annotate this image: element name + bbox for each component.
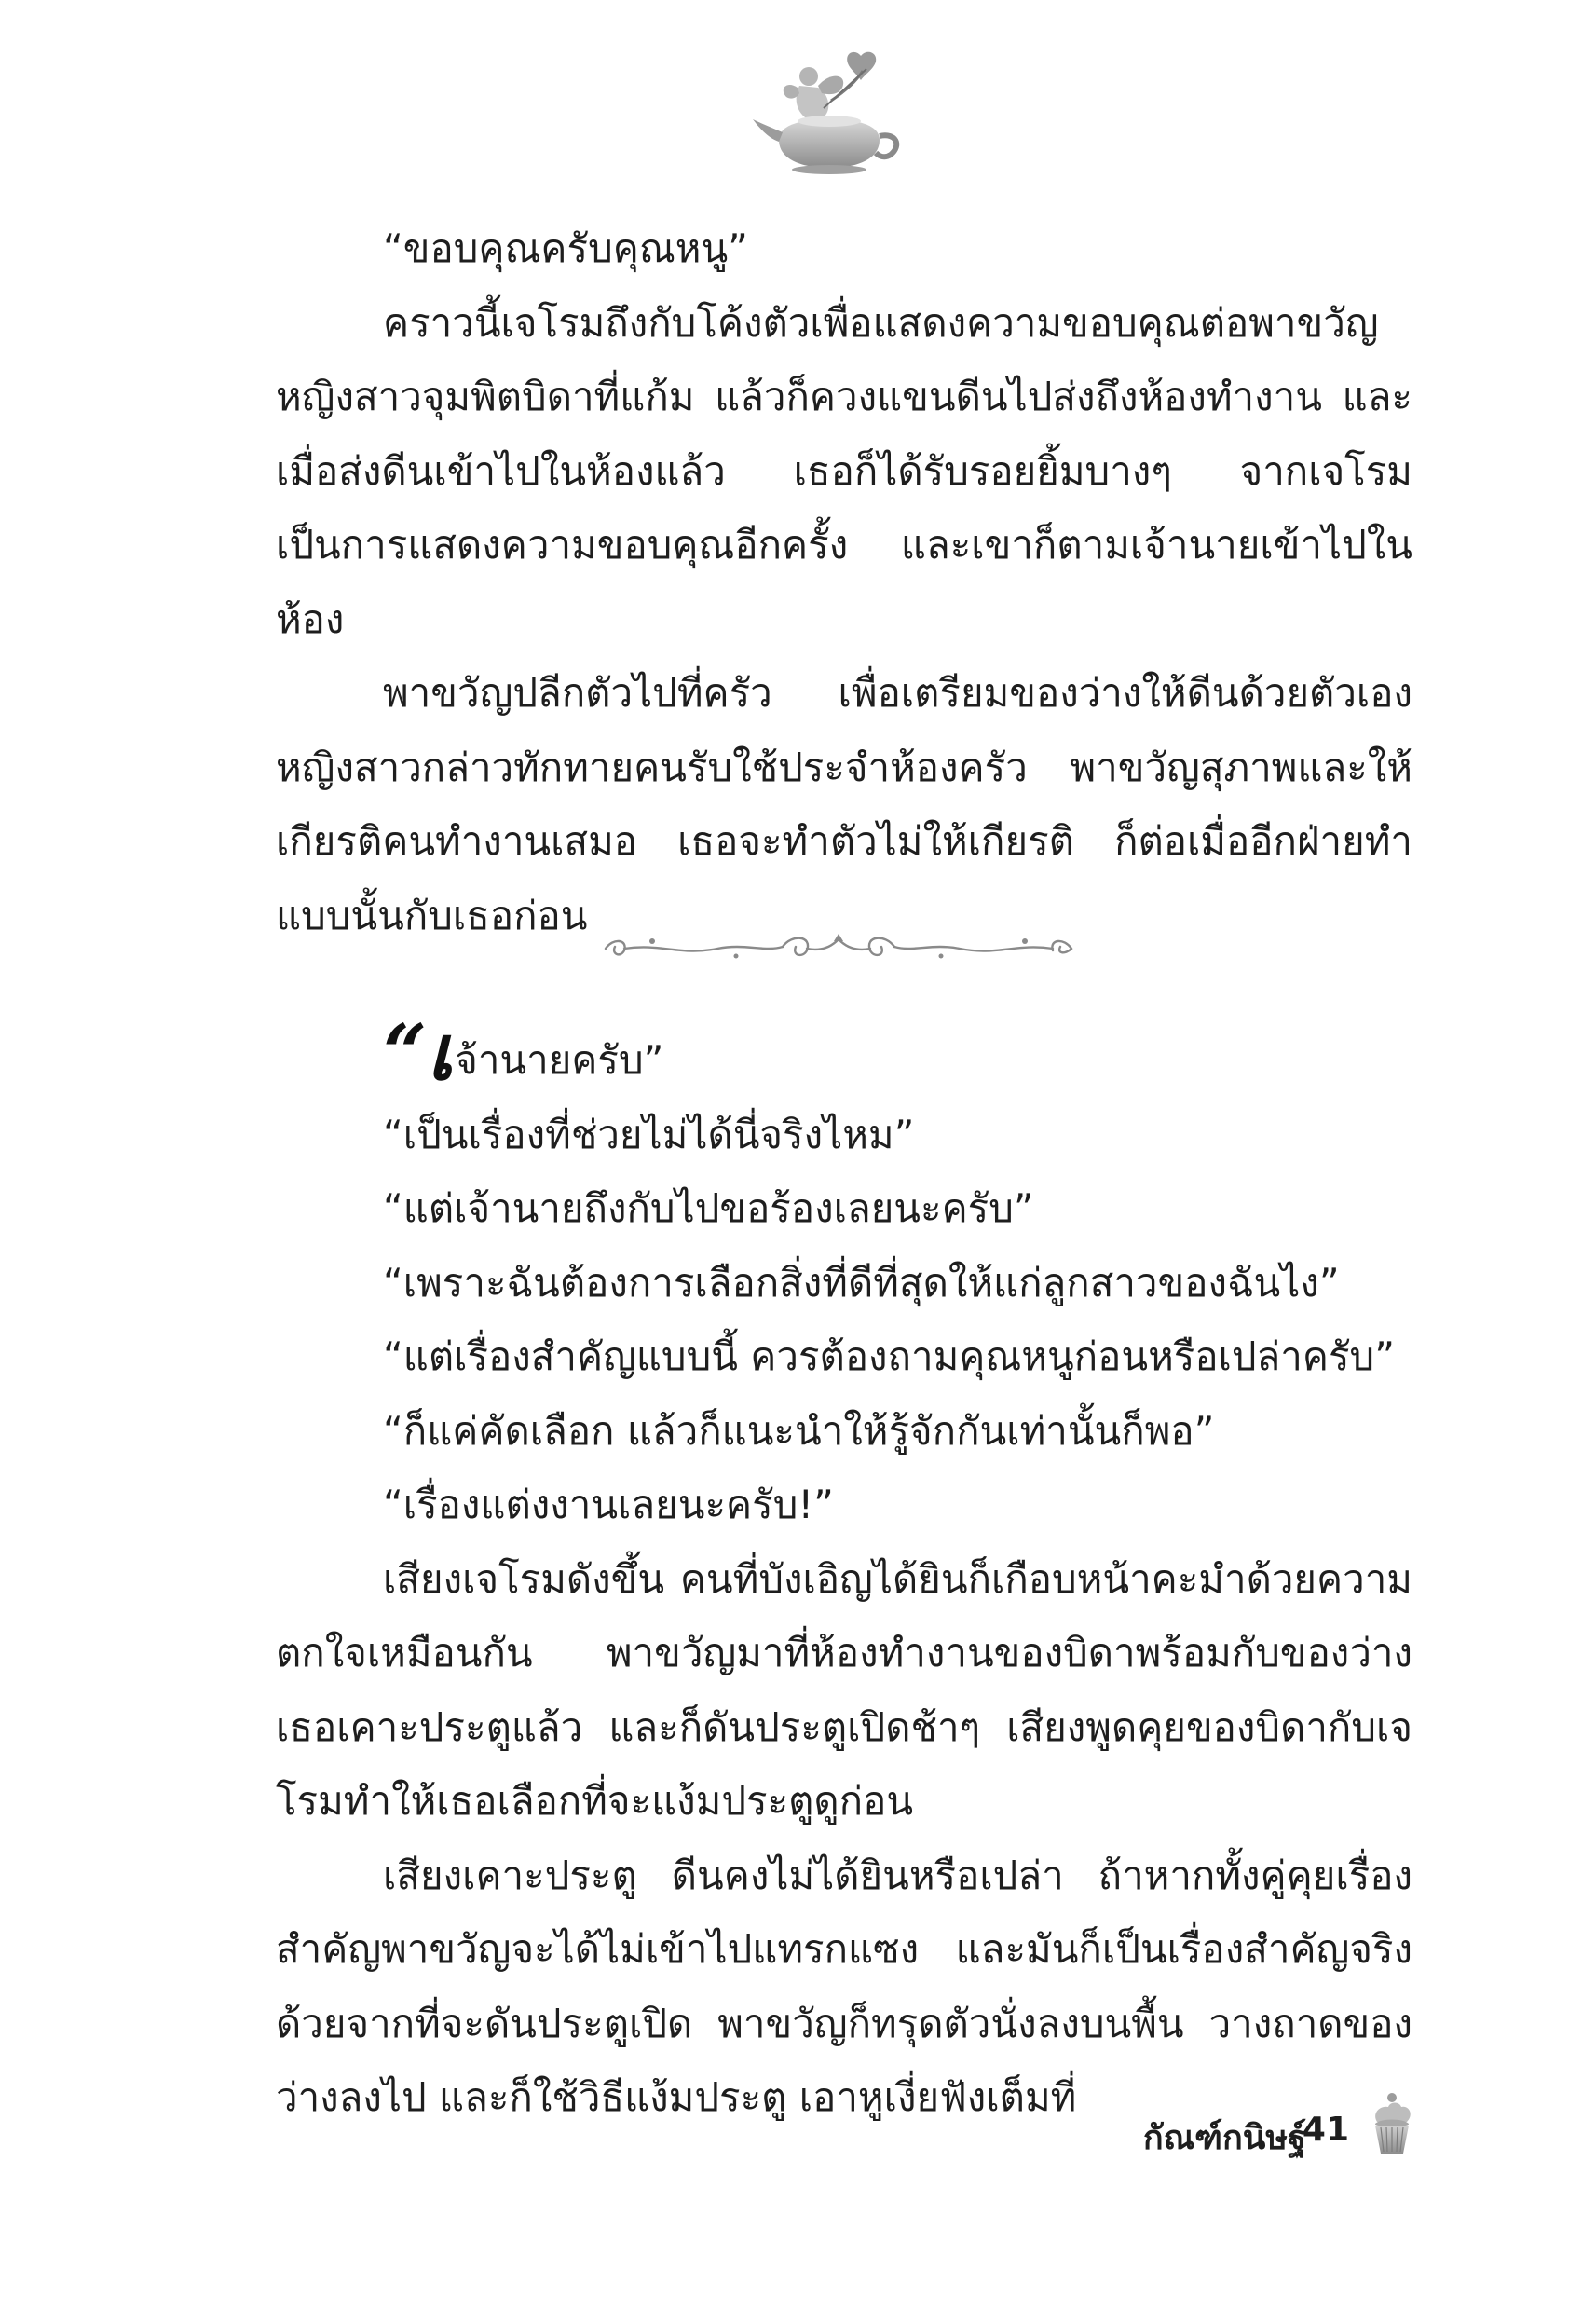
drop-cap: “เ <box>383 1008 454 1098</box>
paragraph: พาขวัญปลีกตัวไปที่ครัว เพื่อเตรียมของว่างให้ดีนด้วยตัวเอง หญิงสาวกล่าวทักทายคนรับใช้ประจำห้องครัว พาขวัญสุภาพและให้เกียรติคนทำงานเสมอ เธอจะทำตัวไม่ให้เกียรติ ก็ต่อเมื่ออีกฝ่ายทำแบบนั้นกับเธอก่อน <box>276 670 1412 938</box>
dialog-line-rest: จ้านายครับ” <box>455 1037 664 1083</box>
cupid-teapot-icon <box>751 48 909 179</box>
cupcake-icon <box>1368 2090 1416 2157</box>
dialog-line: “ก็แค่คัดเลือก แล้วก็แนะนำให้รู้จักกันเท่านั้นก็พอ” <box>383 1407 1215 1454</box>
scroll-divider-icon <box>596 924 1081 967</box>
book-title: กัณฑ์กนิษฐ์ <box>1142 2119 1306 2157</box>
text-block-bottom <box>276 1008 1412 2135</box>
paragraph: คราวนี้เจโรมถึงกับโค้งตัวเพื่อแสดงความขอบคุณต่อพาขวัญ หญิงสาวจุมพิตบิดาที่แก้ม แล้วก็ควงแขนดีนไปส่งถึงห้องทำงาน และเมื่อส่งดีนเข้าไปในห้องแล้ว เธอก็ได้รับรอยยิ้มบางๆ จากเจโรมเป็นการแสดงความขอบคุณอีกครั้ง และเขาก็ตามเจ้านายเข้าไปในห้อง <box>276 299 1412 642</box>
dialog-line: “ขอบคุณครับคุณหนู” <box>383 226 748 271</box>
page-footer <box>997 2090 1416 2165</box>
dialog-line: “เรื่องแต่งงานเลยนะครับ!” <box>383 1482 834 1527</box>
paragraph: เสียงเคาะประตู ดีนคงไม่ได้ยินหรือเปล่า ถ้าหากทั้งคู่คุยเรื่องสำคัญพาขวัญจะได้ไม่เข้าไปแทรกแซง และมันก็เป็นเรื่องสำคัญจริงด้วยจากที่จะดันประตูเปิด พาขวัญก็ทรุดตัวนั่งลงบนพื้น วางถาดของว่างลงไป และก็ใช้วิธีแง้มประตู เอาหูเงี่ยฟังเต็มที่ <box>276 1852 1412 2120</box>
dialog-line: “แต่เจ้านายถึงกับไปขอร้องเลยนะครับ” <box>383 1185 1034 1231</box>
dialog-line: “แต่เรื่องสำคัญแบบนี้ ควรต้องถามคุณหนูก่อนหรือเปล่าครับ” <box>383 1333 1395 1379</box>
text-block-top <box>276 212 1412 952</box>
dialog-line-first <box>276 1008 1412 1098</box>
dialog-line: “เพราะฉันต้องการเลือกสิ่งที่ดีที่สุดให้แก่ลูกสาวของฉันไง” <box>383 1259 1340 1306</box>
page-number: 41 <box>1302 2111 1349 2149</box>
paragraph: เสียงเจโรมดังขึ้น คนที่บังเอิญได้ยินก็เกือบหน้าคะมำด้วยความตกใจเหมือนกัน พาขวัญมาที่ห้องทำงานของบิดาพร้อมกับของว่าง เธอเคาะประตูแล้ว และก็ดันประตูเปิดช้าๆ เสียงพูดคุยของบิดากับเจโรมทำให้เธอเลือกที่จะแง้มประตูดูก่อน <box>276 1555 1412 1824</box>
dialog-line: “เป็นเรื่องที่ช่วยไม่ได้นี่จริงไหม” <box>383 1111 915 1157</box>
